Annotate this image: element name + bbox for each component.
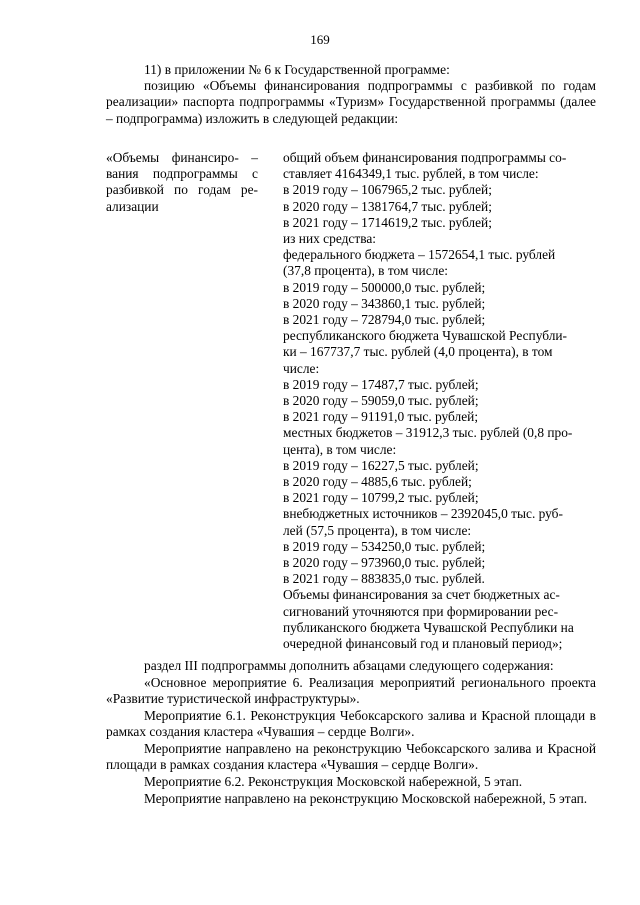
table-right-line: в 2020 году – 973960,0 тыс. рублей;	[283, 555, 486, 571]
table-left-text: «Объемы финансиро- – вания подпрограммы с разбивкой по годам ре- ализации	[106, 150, 258, 214]
table-right-line: в 2021 году – 91191,0 тыс. рублей;	[283, 409, 479, 425]
outro-section	[106, 658, 596, 807]
table-right-line: числе:	[283, 360, 320, 376]
table-right-line: в 2020 году – 343860,1 тыс. рублей;	[283, 295, 486, 311]
table-right-line: в 2021 году – 1714619,2 тыс. рублей;	[283, 214, 492, 230]
table-right-line: в 2020 году – 59059,0 тыс. рублей;	[283, 393, 479, 409]
outro-paragraph: «Основное мероприятие 6. Реализация мероприятий регионального проекта «Развитие туристической инфраструктуры».	[106, 674, 596, 706]
table-right-line: лей (57,5 процента), в том числе:	[283, 522, 472, 538]
table-right-line: внебюджетных источников – 2392045,0 тыс. руб-	[283, 506, 563, 522]
table-right-line: публиканского бюджета Чувашской Республики на	[283, 619, 574, 635]
outro-paragraph: раздел III подпрограммы дополнить абзацами следующего содержания:	[144, 658, 554, 673]
table-right-line: очередной финансовый год и плановый период»;	[283, 636, 563, 652]
table-right-line: республиканского бюджета Чувашской Республи-	[283, 328, 568, 344]
outro-paragraph: Мероприятие направлено на реконструкцию Московской набережной, 5 этап.	[144, 790, 588, 806]
table-right-line: в 2021 году – 883835,0 тыс. рублей.	[283, 571, 485, 587]
table-right-line: ставляет 4164349,1 тыс. рублей, в том числе:	[283, 166, 539, 182]
table-right-line: из них средства:	[283, 231, 377, 247]
table-left-column	[106, 150, 258, 652]
intro-paragraph: позицию «Объемы финансирования подпрограммы с разбивкой по годам реализации» паспорта подпрограммы «Туризм» Государственной программы (далее – подпрограмма) изложить в следующей редакции:	[106, 78, 596, 126]
table-right-line: в 2019 году – 17487,7 тыс. рублей;	[283, 376, 479, 392]
table-right-line: ки – 167737,7 тыс. рублей (4,0 процента), в том	[283, 344, 553, 360]
table-right-line: (37,8 процента), в том числе:	[283, 263, 448, 279]
intro-line: 11) в приложении № 6 к Государственной программе:	[144, 62, 450, 77]
table-right-line: Объемы финансирования за счет бюджетных ас-	[283, 587, 560, 603]
table-right-line: в 2020 году – 1381764,7 тыс. рублей;	[283, 198, 492, 214]
table-right-line: общий объем финансирования подпрограммы со-	[283, 150, 567, 165]
intro-section	[106, 62, 596, 127]
table-right-line: в 2019 году – 500000,0 тыс. рублей;	[283, 279, 486, 295]
outro-paragraph: Мероприятие направлено на реконструкцию Чебоксарского залива и Красной площади в рамках создания кластера «Чувашия – сердце Волги».	[106, 740, 596, 772]
financing-table	[106, 150, 596, 652]
table-right-line: местных бюджетов – 31912,3 тыс. рублей (0,8 про-	[283, 425, 573, 441]
table-right-line: в 2019 году – 534250,0 тыс. рублей;	[283, 538, 486, 554]
table-right-line: в 2021 году – 728794,0 тыс. рублей;	[283, 312, 486, 328]
outro-paragraph: Мероприятие 6.1. Реконструкция Чебоксарского залива и Красной площади в рамках создания кластера «Чувашия – сердце Волги».	[106, 707, 596, 739]
table-right-line: в 2020 году – 4885,6 тыс. рублей;	[283, 474, 472, 490]
table-right-line: в 2019 году – 16227,5 тыс. рублей;	[283, 457, 479, 473]
table-right-line: сигнований уточняются при формировании рес-	[283, 603, 559, 619]
page-number: 169	[310, 32, 330, 47]
outro-paragraph: Мероприятие 6.2. Реконструкция Московской набережной, 5 этап.	[144, 773, 523, 789]
table-right-column	[283, 150, 596, 652]
table-right-line: в 2019 году – 1067965,2 тыс. рублей;	[283, 182, 492, 198]
table-right-line: цента), в том числе:	[283, 441, 397, 457]
table-right-line: федерального бюджета – 1572654,1 тыс. рублей	[283, 247, 556, 263]
table-right-line: в 2021 году – 10799,2 тыс. рублей;	[283, 490, 479, 506]
